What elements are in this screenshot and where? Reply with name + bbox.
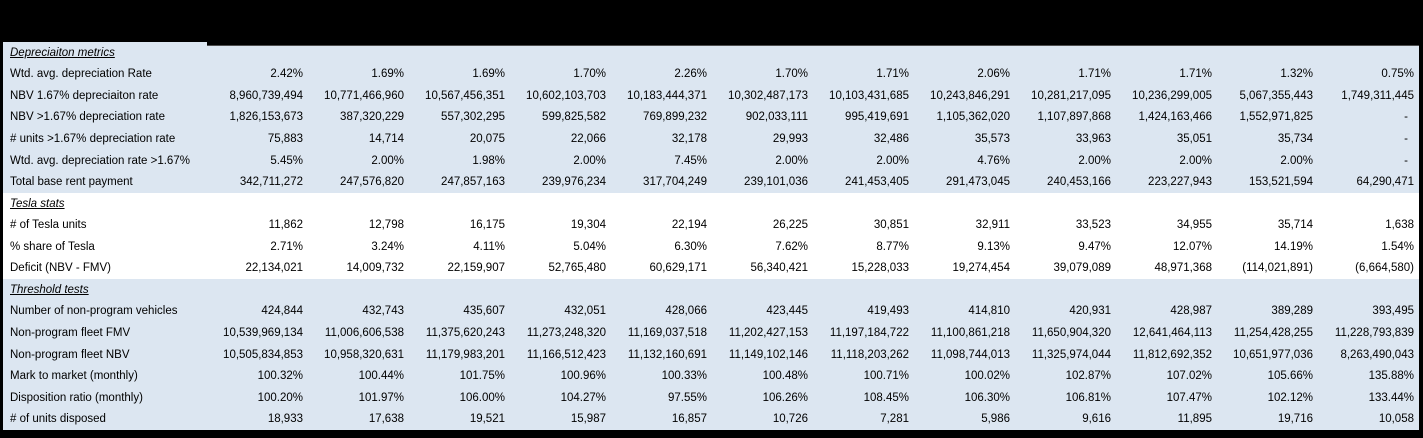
cell[interactable]: 2.00%	[573, 154, 606, 167]
cell[interactable]: 22,194	[671, 219, 707, 232]
cell[interactable]: 18,933	[267, 413, 303, 426]
cell[interactable]: 2.00%	[1179, 154, 1212, 167]
cell[interactable]: 8.77%	[876, 240, 909, 253]
cell[interactable]: 108.45%	[863, 391, 909, 404]
cell[interactable]: 7.45%	[674, 154, 707, 167]
row-label[interactable]: NBV 1.67% depreciaiton rate	[10, 89, 159, 102]
cell[interactable]: 247,857,163	[441, 176, 505, 189]
cell[interactable]: 5.45%	[270, 154, 303, 167]
cell[interactable]: 17,638	[368, 413, 404, 426]
cell[interactable]: 14,714	[368, 132, 404, 145]
cell[interactable]: 2.00%	[371, 154, 404, 167]
cell[interactable]: 107.02%	[1166, 370, 1212, 383]
cell[interactable]: 2.00%	[876, 154, 909, 167]
cell[interactable]: 423,445	[766, 305, 808, 318]
cell[interactable]: 22,066	[570, 132, 606, 145]
cell[interactable]: 3.24%	[371, 240, 404, 253]
metric-row	[3, 128, 1419, 150]
cell[interactable]: 9.47%	[1078, 240, 1111, 253]
cell[interactable]: 11,650,904,320	[1031, 326, 1111, 339]
metric-row	[3, 64, 1419, 86]
cell[interactable]: 39,079,089	[1053, 262, 1111, 275]
row-label[interactable]: Wtd. avg. depreciation rate >1.67%	[10, 154, 190, 167]
cell[interactable]: 599,825,582	[542, 111, 606, 124]
cell[interactable]: 22,134,021	[245, 262, 303, 275]
cell[interactable]: 56,340,421	[750, 262, 808, 275]
metric-row	[3, 258, 1419, 280]
cell[interactable]: 2.00%	[1078, 154, 1111, 167]
cell[interactable]: 75,883	[267, 132, 303, 145]
cell[interactable]: 16,857	[671, 413, 707, 426]
cell[interactable]: 52,765,480	[548, 262, 606, 275]
cell[interactable]: 33,963	[1075, 132, 1111, 145]
cell[interactable]: 393,495	[1372, 305, 1414, 318]
cell[interactable]: 769,899,232	[643, 111, 707, 124]
cell[interactable]: 12,798	[368, 219, 404, 232]
row-label[interactable]: Non-program fleet FMV	[10, 326, 131, 339]
cell[interactable]: 2.42%	[270, 68, 303, 81]
section-title-cell[interactable]: Threshold tests	[10, 283, 89, 296]
cell[interactable]: 11,169,037,518	[627, 326, 707, 339]
cell[interactable]: 557,302,295	[441, 111, 505, 124]
cell[interactable]: 15,228,033	[851, 262, 909, 275]
cell[interactable]: 10,567,456,351	[425, 89, 505, 102]
cell[interactable]: 4.76%	[977, 154, 1010, 167]
cell[interactable]: (114,021,891)	[1242, 262, 1313, 275]
metric-row	[3, 322, 1419, 344]
metric-row	[3, 85, 1419, 107]
cell[interactable]: -	[1404, 154, 1408, 167]
cell[interactable]: 107.47%	[1166, 391, 1212, 404]
cell[interactable]: 104.27%	[560, 391, 606, 404]
row-label[interactable]: Disposition ratio (monthly)	[10, 391, 143, 404]
cell[interactable]: 1,638	[1385, 219, 1414, 232]
cell[interactable]: 414,810	[968, 305, 1010, 318]
section-header-row	[3, 279, 1419, 301]
cell[interactable]: 1.70%	[775, 68, 808, 81]
cell[interactable]: 1.70%	[573, 68, 606, 81]
cell[interactable]: 239,976,234	[542, 176, 606, 189]
cell[interactable]: 10,281,217,095	[1031, 89, 1111, 102]
cell[interactable]: 101.97%	[358, 391, 404, 404]
cell[interactable]: 7.62%	[775, 240, 808, 253]
cell[interactable]: 32,911	[975, 219, 1010, 232]
cell[interactable]: 11,273,248,320	[526, 326, 606, 339]
cell[interactable]: 1.32%	[1280, 68, 1313, 81]
cell[interactable]: 14,009,732	[346, 262, 404, 275]
cell[interactable]: 2.00%	[775, 154, 808, 167]
cell[interactable]: 29,993	[772, 132, 808, 145]
cell[interactable]: 10,236,299,005	[1132, 89, 1212, 102]
top-black-band	[0, 0, 1423, 42]
cell[interactable]: 26,225	[772, 219, 808, 232]
cell[interactable]: 106.30%	[964, 391, 1010, 404]
cell[interactable]: 317,704,249	[643, 176, 707, 189]
cell[interactable]: 1.98%	[472, 154, 505, 167]
cell[interactable]: 100.71%	[863, 370, 909, 383]
cell[interactable]: 1,424,163,466	[1138, 111, 1212, 124]
cell[interactable]: 10,771,466,960	[324, 89, 404, 102]
cell[interactable]: 1,749,311,445	[1341, 89, 1414, 102]
cell[interactable]: 902,033,111	[745, 111, 808, 124]
row-label[interactable]: Number of non-program vehicles	[10, 305, 178, 318]
cell[interactable]: 11,812,692,352	[1132, 348, 1212, 361]
cell[interactable]: 10,183,444,371	[627, 89, 707, 102]
row-label[interactable]: # units >1.67% depreciation rate	[10, 132, 176, 145]
row-label[interactable]: # of Tesla units	[10, 219, 87, 232]
section-header-row	[3, 193, 1419, 215]
cell[interactable]: 20,075	[469, 132, 505, 145]
cell[interactable]: 240,453,166	[1047, 176, 1111, 189]
row-label[interactable]: Total base rent payment	[10, 176, 133, 189]
cell[interactable]: 247,576,820	[340, 176, 404, 189]
metric-row	[3, 150, 1419, 172]
cell[interactable]: 100.33%	[661, 370, 707, 383]
cell[interactable]: 428,987	[1170, 305, 1212, 318]
cell[interactable]: 11,132,160,691	[627, 348, 707, 361]
cell[interactable]: 10,726	[772, 413, 808, 426]
cell[interactable]: 424,844	[261, 305, 303, 318]
cell[interactable]: 1,107,897,868	[1037, 111, 1111, 124]
cell[interactable]: 241,453,405	[845, 176, 909, 189]
cell[interactable]: 10,243,846,291	[930, 89, 1010, 102]
cell[interactable]: 100.32%	[257, 370, 303, 383]
metric-row	[3, 107, 1419, 129]
cell[interactable]: 32,486	[873, 132, 909, 145]
cell[interactable]: 435,607	[463, 305, 505, 318]
cell[interactable]: 10,302,487,173	[728, 89, 808, 102]
metric-row	[3, 236, 1419, 258]
cell[interactable]: 11,202,427,153	[728, 326, 808, 339]
cell[interactable]: 1,552,971,825	[1239, 111, 1313, 124]
cell[interactable]: 5.04%	[573, 240, 606, 253]
cell[interactable]: 35,734	[1277, 132, 1313, 145]
cell[interactable]: 2.26%	[674, 68, 707, 81]
cell[interactable]: 48,971,368	[1154, 262, 1212, 275]
cell[interactable]: 1.71%	[876, 68, 909, 81]
table-rows	[3, 42, 1419, 430]
cell[interactable]: 32,178	[671, 132, 707, 145]
cell[interactable]: 11,179,983,201	[425, 348, 505, 361]
cell[interactable]: 22,159,907	[447, 262, 505, 275]
cell[interactable]: 100.20%	[257, 391, 303, 404]
cell[interactable]: 1.54%	[1381, 240, 1414, 253]
cell[interactable]: 106.26%	[762, 391, 808, 404]
cell[interactable]: 12,641,464,113	[1132, 326, 1212, 339]
cell[interactable]: 11,197,184,722	[829, 326, 909, 339]
cell[interactable]: 12.07%	[1172, 240, 1212, 253]
cell[interactable]: 101.75%	[459, 370, 505, 383]
cell[interactable]: 11,254,428,255	[1233, 326, 1313, 339]
section-title-cell[interactable]: Tesla stats	[10, 197, 65, 210]
cell[interactable]: 5,067,355,443	[1239, 89, 1313, 102]
cell[interactable]: 8,960,739,494	[229, 89, 303, 102]
cell[interactable]: 106.81%	[1065, 391, 1111, 404]
cell[interactable]: 11,100,861,218	[930, 326, 1010, 339]
cell[interactable]: 19,274,454	[952, 262, 1010, 275]
cell[interactable]: 432,743	[362, 305, 404, 318]
cell[interactable]: 0.75%	[1381, 68, 1414, 81]
metric-row	[3, 171, 1419, 193]
metric-row	[3, 365, 1419, 387]
cell[interactable]: 100.96%	[560, 370, 606, 383]
metric-row	[3, 301, 1419, 323]
cell[interactable]: 428,066	[665, 305, 707, 318]
cell[interactable]: 10,651,977,036	[1233, 348, 1313, 361]
cell[interactable]: 387,320,229	[340, 111, 404, 124]
cell[interactable]: 64,290,471	[1356, 176, 1414, 189]
data-columns-black-header	[207, 42, 1419, 46]
cell[interactable]: 35,573	[974, 132, 1010, 145]
cell[interactable]: 15,987	[570, 413, 606, 426]
cell[interactable]: 100.48%	[762, 370, 808, 383]
cell[interactable]: 1.71%	[1179, 68, 1212, 81]
cell[interactable]: 135.88%	[1368, 370, 1414, 383]
cell[interactable]: 10,103,431,685	[829, 89, 909, 102]
cell[interactable]: 1,105,362,020	[936, 111, 1010, 124]
cell[interactable]: 6.30%	[674, 240, 707, 253]
cell[interactable]: 389,289	[1271, 305, 1313, 318]
cell[interactable]: 9,616	[1082, 413, 1111, 426]
cell[interactable]: 419,493	[867, 305, 909, 318]
cell[interactable]: 11,375,620,243	[425, 326, 505, 339]
cell[interactable]: 1.69%	[371, 68, 404, 81]
cell[interactable]: 11,862	[268, 219, 303, 232]
bottom-black-band	[0, 430, 1423, 438]
cell[interactable]: 1.69%	[472, 68, 505, 81]
cell[interactable]: 19,304	[570, 219, 606, 232]
cell[interactable]: 10,602,103,703	[526, 89, 606, 102]
cell[interactable]: 153,521,594	[1249, 176, 1313, 189]
cell[interactable]: 19,521	[469, 413, 505, 426]
cell[interactable]: 1,826,153,673	[229, 111, 303, 124]
cell[interactable]: 11,325,974,044	[1031, 348, 1111, 361]
cell[interactable]: 133.44%	[1368, 391, 1414, 404]
cell[interactable]: 995,419,691	[845, 111, 909, 124]
cell[interactable]: 60,629,171	[649, 262, 707, 275]
cell[interactable]: -	[1404, 132, 1408, 145]
cell[interactable]: 10,505,834,853	[223, 348, 303, 361]
metric-row	[3, 344, 1419, 366]
cell[interactable]: 8,263,490,043	[1340, 348, 1414, 361]
cell[interactable]: 11,228,793,839	[1334, 326, 1414, 339]
cell[interactable]: 7,281	[880, 413, 909, 426]
cell[interactable]: 5,986	[981, 413, 1010, 426]
cell[interactable]: 97.55%	[667, 391, 707, 404]
cell[interactable]: 34,955	[1176, 219, 1212, 232]
cell[interactable]: 102.12%	[1267, 391, 1313, 404]
cell[interactable]: 100.02%	[964, 370, 1010, 383]
cell[interactable]: 11,149,102,146	[728, 348, 808, 361]
cell[interactable]: 4.11%	[473, 240, 505, 253]
cell[interactable]: 9.13%	[977, 240, 1010, 253]
cell[interactable]: -	[1404, 111, 1408, 124]
cell[interactable]: 11,118,203,262	[830, 348, 909, 361]
cell[interactable]: 2.71%	[270, 240, 303, 253]
metric-row	[3, 408, 1419, 430]
cell[interactable]: 239,101,036	[744, 176, 808, 189]
cell[interactable]: 35,714	[1277, 219, 1313, 232]
cell[interactable]: 291,473,045	[946, 176, 1010, 189]
row-label[interactable]: Non-program fleet NBV	[10, 348, 130, 361]
row-label[interactable]: Deficit (NBV - FMV)	[10, 262, 111, 275]
cell[interactable]: 102.87%	[1065, 370, 1111, 383]
cell[interactable]: 11,895	[1177, 413, 1212, 426]
row-label[interactable]: Wtd. avg. depreciation Rate	[10, 68, 152, 81]
cell[interactable]: 10,058	[1378, 413, 1414, 426]
cell[interactable]: 106.00%	[459, 391, 505, 404]
row-label[interactable]: NBV >1.67% depreciation rate	[10, 111, 166, 124]
cell[interactable]: 342,711,272	[239, 176, 303, 189]
cell[interactable]: 1.71%	[1078, 68, 1111, 81]
metric-row	[3, 387, 1419, 409]
cell[interactable]: 11,006,606,538	[324, 326, 404, 339]
row-label[interactable]: % share of Tesla	[10, 240, 95, 253]
cell[interactable]: 105.66%	[1267, 370, 1313, 383]
cell[interactable]: 19,716	[1277, 413, 1313, 426]
cell[interactable]: 223,227,943	[1148, 176, 1212, 189]
cell[interactable]: 2.06%	[977, 68, 1010, 81]
section-title-cell[interactable]: Depreciaiton metrics	[10, 46, 115, 59]
metric-row	[3, 214, 1419, 236]
cell[interactable]: 14.19%	[1273, 240, 1313, 253]
cell[interactable]: 33,523	[1075, 219, 1111, 232]
row-label[interactable]: Mark to market (monthly)	[10, 370, 138, 383]
cell[interactable]: 420,931	[1069, 305, 1111, 318]
cell[interactable]: 100.44%	[358, 370, 404, 383]
cell[interactable]: 35,051	[1176, 132, 1212, 145]
cell[interactable]: 10,958,320,631	[324, 348, 404, 361]
cell[interactable]: 2.00%	[1280, 154, 1313, 167]
cell[interactable]: (6,664,580)	[1355, 262, 1414, 275]
row-label[interactable]: # of units disposed	[10, 413, 106, 426]
metrics-table	[0, 42, 1423, 430]
cell[interactable]: 30,851	[873, 219, 909, 232]
cell[interactable]: 10,539,969,134	[223, 326, 303, 339]
cell[interactable]: 432,051	[564, 305, 606, 318]
cell[interactable]: 11,166,512,423	[526, 348, 606, 361]
cell[interactable]: 16,175	[469, 219, 505, 232]
cell[interactable]: 11,098,744,013	[930, 348, 1010, 361]
